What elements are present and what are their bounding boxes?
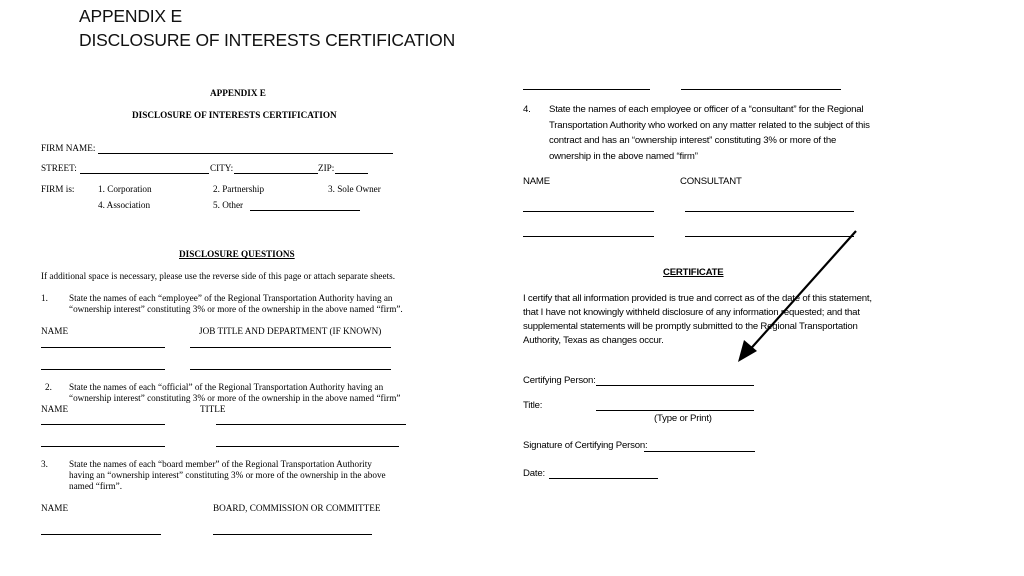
- other-field[interactable]: [250, 210, 360, 211]
- q4-text-line2: Transportation Authority who worked on any matter related to the subject of this: [549, 120, 870, 131]
- cert-text-line3: supplemental statements will be promptly submitted to the Regional Transportation: [523, 321, 858, 332]
- disclosure-questions-heading: DISCLOSURE QUESTIONS: [179, 249, 295, 259]
- signature-label: Signature of Certifying Person:: [523, 440, 648, 451]
- q3-text-line3: named “firm”.: [69, 481, 123, 491]
- q3-number: 3.: [41, 459, 48, 469]
- page-title-line2: DISCLOSURE OF INTERESTS CERTIFICATION: [79, 30, 456, 50]
- q4-consultant-header: CONSULTANT: [680, 176, 742, 187]
- option-association[interactable]: 4. Association: [98, 200, 151, 210]
- cert-text-line2: that I have not knowingly withheld disclosure of any information requested; and that: [523, 307, 860, 318]
- q4-consultant-field-1[interactable]: [685, 211, 854, 212]
- q1-title-field-2[interactable]: [190, 369, 391, 370]
- zip-field[interactable]: [335, 173, 368, 174]
- q3-board-field[interactable]: [213, 534, 372, 535]
- signature-field[interactable]: [644, 451, 755, 452]
- q4-name-header: NAME: [523, 176, 550, 187]
- q3-text-line2: having an “ownership interest” constituting 3% or more of the ownership in the above: [69, 470, 386, 480]
- q4-text-line4: ownership in the above named “firm”: [549, 151, 698, 162]
- left-heading-disclosure: DISCLOSURE OF INTERESTS CERTIFICATION: [132, 110, 337, 120]
- left-heading-appendix: APPENDIX E: [210, 88, 266, 98]
- certifying-person-field[interactable]: [596, 385, 754, 386]
- q3-name-field[interactable]: [41, 534, 161, 535]
- q2-text-line2: “ownership interest” constituting 3% or more of the ownership in the above named “firm”: [69, 393, 401, 403]
- certifying-person-label: Certifying Person:: [523, 375, 596, 386]
- q4-name-field-1[interactable]: [523, 211, 654, 212]
- page-title-line1: APPENDIX E: [79, 6, 183, 26]
- arrow-icon: [730, 226, 862, 366]
- date-field[interactable]: [549, 478, 658, 479]
- additional-space-note: If additional space is necessary, please use the reverse side of this page or attach separate sheets.: [41, 271, 395, 281]
- top-consultant-field[interactable]: [681, 89, 841, 90]
- option-other[interactable]: 5. Other: [213, 200, 244, 210]
- q2-number: 2.: [45, 382, 52, 392]
- firm-is-label: FIRM is:: [41, 184, 75, 194]
- firm-name-label: FIRM NAME:: [41, 143, 96, 153]
- date-label: Date:: [523, 468, 545, 479]
- q3-board-header: BOARD, COMMISSION OR COMMITTEE: [213, 503, 381, 513]
- q2-name-header: NAME: [41, 404, 69, 414]
- q1-name-field-1[interactable]: [41, 347, 165, 348]
- option-partnership[interactable]: 2. Partnership: [213, 184, 265, 194]
- q2-title-header: TITLE: [200, 404, 226, 414]
- q2-name-field-2[interactable]: [41, 446, 165, 447]
- q1-text-line1: State the names of each “employee” of the Regional Transportation Authority having an: [69, 293, 393, 303]
- q1-text-line2: “ownership interest” constituting 3% or more of the ownership in the above named “firm”.: [69, 304, 403, 314]
- zip-label: ZIP:: [318, 163, 335, 173]
- top-name-field[interactable]: [523, 89, 650, 90]
- street-label: STREET:: [41, 163, 77, 173]
- q3-text-line1: State the names of each “board member” of the Regional Transportation Authority: [69, 459, 372, 469]
- q2-title-field-2[interactable]: [216, 446, 399, 447]
- option-sole-owner[interactable]: 3. Sole Owner: [328, 184, 381, 194]
- firm-name-field[interactable]: [98, 153, 393, 154]
- q1-number: 1.: [41, 293, 48, 303]
- q2-name-field-1[interactable]: [41, 424, 165, 425]
- title-label: Title:: [523, 400, 543, 411]
- q4-name-field-2[interactable]: [523, 236, 654, 237]
- q4-text-line1: State the names of each employee or officer of a “consultant” for the Regional: [549, 104, 864, 115]
- street-field[interactable]: [80, 173, 209, 174]
- cert-text-line1: I certify that all information provided is true and correct as of the date of this statement,: [523, 293, 872, 304]
- q4-text-line3: contract and has an “ownership interest” constituting 3% or more of the: [549, 135, 837, 146]
- title-field[interactable]: [596, 410, 754, 411]
- option-corporation[interactable]: 1. Corporation: [98, 184, 152, 194]
- q3-name-header: NAME: [41, 503, 69, 513]
- q1-title-header: JOB TITLE AND DEPARTMENT (IF KNOWN): [199, 326, 382, 336]
- q2-text-line1: State the names of each “official” of the Regional Transportation Authority having an: [69, 382, 384, 392]
- q4-number: 4.: [523, 104, 531, 115]
- type-or-print-note: (Type or Print): [654, 413, 712, 424]
- q1-name-header: NAME: [41, 326, 69, 336]
- q1-title-field-1[interactable]: [190, 347, 391, 348]
- cert-text-line4: Authority, Texas as changes occur.: [523, 335, 664, 346]
- certificate-heading: CERTIFICATE: [663, 267, 724, 278]
- q2-title-field-1[interactable]: [216, 424, 406, 425]
- q1-name-field-2[interactable]: [41, 369, 165, 370]
- city-field[interactable]: [234, 173, 318, 174]
- city-label: CITY:: [210, 163, 234, 173]
